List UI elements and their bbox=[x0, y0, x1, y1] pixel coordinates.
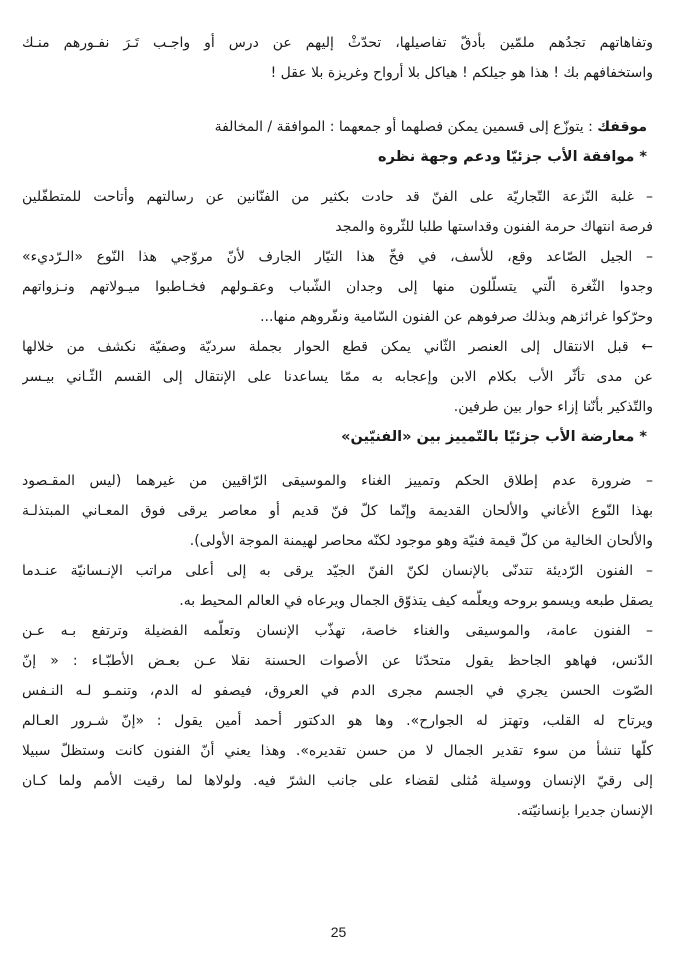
page-number: 25 bbox=[330, 924, 347, 940]
agree-paragraph-2 bbox=[22, 242, 653, 332]
stance-line bbox=[22, 112, 653, 142]
text-line: وحرّكوا غرائزهم وبذلك صرفوهم عن الفنون السّامية ونفّروهم منها... bbox=[260, 309, 653, 325]
text-line: واستخفافهم بك ! هذا هو جيلكم ! هياكل بلا أرواح وغريزة بلا عقل ! bbox=[270, 65, 653, 81]
text-line: ويرتاح له القلب، وتهتز له الجوارح». وها هو الدكتور أحمد أمين يقول : «إنّ شـرور العـالم bbox=[22, 713, 653, 729]
disagree-paragraph-1 bbox=[22, 466, 653, 556]
text-line: – الفنون الرّديئة تتدنّى بالإنسان لكنّ الفنّ الجيّد يرقى به إلى أعلى مراتب الإنـسانيّة عنـدما bbox=[22, 563, 653, 579]
section-heading-agree: * موافقة الأب جزئيّا ودعم وجهة نظره bbox=[378, 149, 647, 165]
text-line: الدّنس، فهاهو الجاحظ يقول متحدّثا عن الأصوات الحسنة نقلا عـن بعـض الأطبّـاء : « إنّ bbox=[22, 653, 653, 669]
disagree-paragraph-3 bbox=[22, 616, 653, 826]
text-line: – غلبة النّزعة التّجاريّة على الفنّ قد حادت بكثير من الفنّانين عن رسالتهم وأتاحت للمتطفّلين bbox=[22, 189, 653, 205]
text-line: وتفاهاتهم تجدُهم ملمّين بأدقّ تفاصيلها، تحدّثْ إليهم عن درس أو واجـب تَـرَ نفـورهم منـك bbox=[22, 35, 653, 51]
text-line: والتّذكير بأنّنا إزاء حوار بين طرفين. bbox=[453, 399, 653, 415]
text-line: – الجيل الصّاعد وقع، للأسف، في فخّ هذا التيّار الجارف لأنّ مروّجي هذا النّوع «الـرّديء» bbox=[22, 249, 653, 265]
text-line: ← قبل الانتقال إلى العنصر الثّاني يمكن قطع الحوار بجملة سرديّة وصفيّة نكشف من خلالها bbox=[22, 339, 653, 355]
text-line: – الفنون عامة، والموسيقى والغناء خاصة، تهذّب الإنسان وتعلّمه الفضيلة وترتفع بـه عـن bbox=[22, 623, 653, 639]
text-line: عن مدى تأثّر الأب بكلام الابن وإعجابه به ممّا يساعدنا على الإنتقال إلى القسم الثّـاني بيـسر bbox=[22, 369, 653, 385]
section-heading-disagree: * معارضة الأب جزئيّا بالتّمييز بين «الفنيّين» bbox=[341, 429, 647, 445]
disagree-paragraph-2 bbox=[22, 556, 653, 616]
text-line: الصّوت الحسن يجري في الجسم مجرى الدم في العروق، فيصفو له الدم، وتنمـو لـه النـفس bbox=[22, 683, 653, 699]
text-line: فرصة انتهاك حرمة الفنون وقداستها طلبا للثّروة والمجد bbox=[335, 219, 653, 235]
page-content bbox=[22, 28, 653, 826]
agree-paragraph-1 bbox=[22, 182, 653, 242]
text-line: والألحان الخالية من كلّ قيمة فنيّة وهو موجود لكنّه محاصر لهيمنة الموجة الأولى). bbox=[189, 533, 653, 549]
text-line: كلّها تنشأ من سوء تقدير الجمال لا من حسن تقديره». وهذا يعني أنّ الفنون كانت وستظلّ سبيلا bbox=[22, 743, 653, 759]
text-line: الإنسان جديرا بإنسانيّته. bbox=[516, 803, 653, 819]
text-line: بهذا النّوع الأغاني والألحان القديمة وإنّما كلّ فنّ قديم أو معاصر يرقى فوق المعـاني المبتذلـة bbox=[22, 503, 653, 519]
text-line: – ضرورة عدم إطلاق الحكم وتمييز الغناء والموسيقى الرّاقيين من غيرهما (ليس المقـصود bbox=[22, 473, 653, 489]
stance-label: موقفك bbox=[597, 119, 647, 135]
stance-text: : يتوزّع إلى قسمين يمكن فصلهما أو جمعهما : الموافقة / المخالفة bbox=[214, 119, 598, 135]
text-line: وجدوا الثّغرة الّتي يتسلّلون منها إلى وجدان الشّباب وعقـولهم فخـاطبوا ميـولاتهم ونـزواتهم bbox=[22, 279, 653, 295]
intro-paragraph bbox=[22, 28, 653, 88]
text-line: يصقل طبعه ويسمو بروحه ويعلّمه كيف يتذوّق الجمال ويرعاه في العالم المحيط به. bbox=[179, 593, 653, 609]
text-line: إلى رقيّ الإنسان ووسيلة مُثلى لقضاء على جانب الشرّ فيه. ولولاها لما رقيت الأمم ولما كـان bbox=[22, 773, 653, 789]
transition-paragraph bbox=[22, 332, 653, 422]
